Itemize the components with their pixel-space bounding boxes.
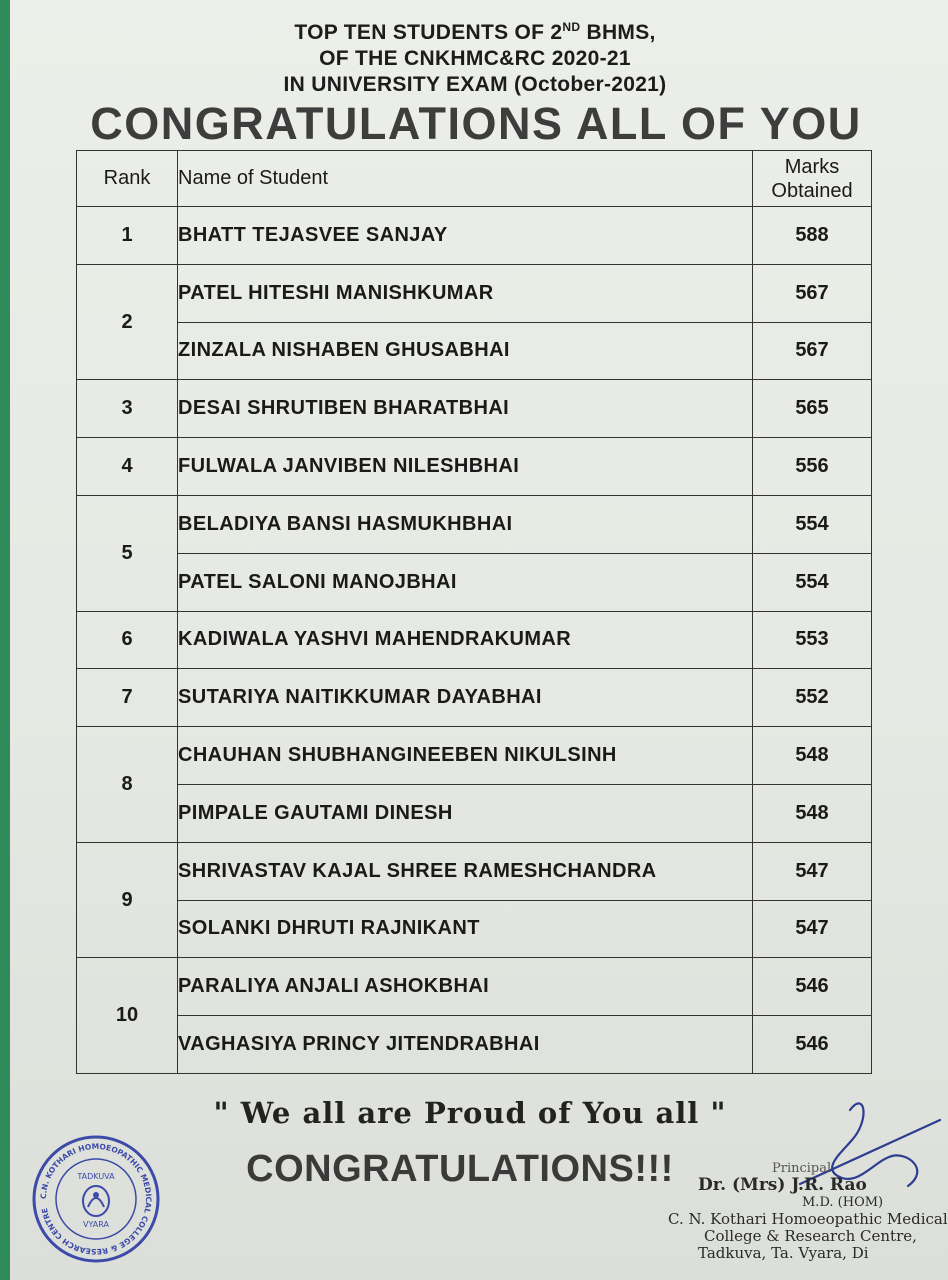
student-name: PATEL HITESHI MANISHKUMAR — [178, 264, 753, 322]
marks-cell: 547 — [753, 842, 872, 900]
principal-degree: M.D. (HOM) — [802, 1195, 884, 1210]
student-name: SOLANKI DHRUTI RAJNIKANT — [178, 900, 753, 958]
name-column-header: Name of Student — [178, 151, 753, 207]
header-line-1: TOP TEN STUDENTS OF 2ND BHMS, — [294, 20, 656, 44]
table-row — [77, 1016, 872, 1074]
notice-header — [80, 14, 870, 98]
student-name: VAGHASIYA PRINCY JITENDRABHAI — [178, 1016, 753, 1074]
rank-cell: 5 — [77, 495, 178, 611]
rank-cell: 9 — [77, 842, 178, 958]
table-header-row — [77, 151, 872, 207]
rank-cell: 3 — [77, 380, 178, 438]
marks-cell: 552 — [753, 669, 872, 727]
rank-cell: 2 — [77, 264, 178, 380]
student-name: ZINZALA NISHABEN GHUSABHAI — [178, 322, 753, 380]
principal-name: Dr. (Mrs) J.R. Rao — [698, 1175, 867, 1195]
table-row — [77, 611, 872, 669]
student-name: KADIWALA YASHVI MAHENDRAKUMAR — [178, 611, 753, 669]
green-background-edge — [0, 0, 10, 1280]
marks-cell: 546 — [753, 1016, 872, 1074]
table-row — [77, 264, 872, 322]
header-line-2: OF THE CNKHMC&RC 2020-21 — [319, 47, 631, 70]
marks-cell: 548 — [753, 727, 872, 785]
table-row — [77, 380, 872, 438]
marks-column-header: Marks Obtained — [753, 151, 872, 207]
institute-line-2: College & Research Centre, — [704, 1227, 917, 1245]
marks-cell: 546 — [753, 958, 872, 1016]
rank-cell: 7 — [77, 669, 178, 727]
student-name: DESAI SHRUTIBEN BHARATBHAI — [178, 380, 753, 438]
table-row — [77, 495, 872, 553]
table-row — [77, 322, 872, 380]
rank-cell: 4 — [77, 438, 178, 496]
marks-cell: 554 — [753, 553, 872, 611]
table-row — [77, 900, 872, 958]
marks-cell: 565 — [753, 380, 872, 438]
student-name: BHATT TEJASVEE SANJAY — [178, 207, 753, 265]
rank-column-header: Rank — [77, 151, 178, 207]
student-name: FULWALA JANVIBEN NILESHBHAI — [178, 438, 753, 496]
table-row — [77, 784, 872, 842]
marks-cell: 553 — [753, 611, 872, 669]
student-name: CHAUHAN SHUBHANGINEEBEN NIKULSINH — [178, 727, 753, 785]
marks-cell: 548 — [753, 784, 872, 842]
student-name: PATEL SALONI MANOJBHAI — [178, 553, 753, 611]
institute-line-3: Tadkuva, Ta. Vyara, Di — [698, 1244, 869, 1262]
congratulations-footer: CONGRATULATIONS!!! — [246, 1148, 674, 1190]
student-name: SHRIVASTAV KAJAL SHREE RAMESHCHANDRA — [178, 842, 753, 900]
marks-cell: 567 — [753, 322, 872, 380]
rank-cell: 8 — [77, 727, 178, 843]
student-name: PIMPALE GAUTAMI DINESH — [178, 784, 753, 842]
student-name: BELADIYA BANSI HASMUKHBHAI — [178, 495, 753, 553]
marks-cell: 588 — [753, 207, 872, 265]
seal-ring-text: C.N. KOTHARI HOMOEOPATHIC MEDICAL COLLEGE & RESEARCH CENTRE — [38, 1141, 154, 1257]
seal-city-text: VYARA — [83, 1220, 109, 1229]
congratulations-banner: CONGRATULATIONS ALL OF YOU — [90, 98, 862, 149]
table-row — [77, 207, 872, 265]
marks-cell: 547 — [753, 900, 872, 958]
table-row — [77, 553, 872, 611]
table-row — [77, 842, 872, 900]
seal-emblem-icon — [83, 1186, 109, 1216]
table-row — [77, 669, 872, 727]
rank-cell: 10 — [77, 958, 178, 1074]
institute-line-1: C. N. Kothari Homoeopathic Medical — [668, 1210, 948, 1228]
marks-cell: 554 — [753, 495, 872, 553]
marks-cell: 556 — [753, 438, 872, 496]
student-name: PARALIYA ANJALI ASHOKBHAI — [178, 958, 753, 1016]
rank-cell: 6 — [77, 611, 178, 669]
table-row — [77, 727, 872, 785]
marks-cell: 567 — [753, 264, 872, 322]
table-row — [77, 958, 872, 1016]
proud-message: " We all are Proud of You all " — [213, 1096, 727, 1130]
principal-title: Principal — [772, 1161, 832, 1176]
college-seal-stamp — [30, 1133, 162, 1265]
rank-cell: 1 — [77, 207, 178, 265]
results-table — [76, 150, 872, 1074]
header-line-3: IN UNIVERSITY EXAM (October-2021) — [283, 73, 667, 96]
table-row — [77, 438, 872, 496]
seal-town-text: TADKUVA — [77, 1172, 115, 1181]
student-name: SUTARIYA NAITIKKUMAR DAYABHAI — [178, 669, 753, 727]
principal-block — [668, 1160, 948, 1262]
